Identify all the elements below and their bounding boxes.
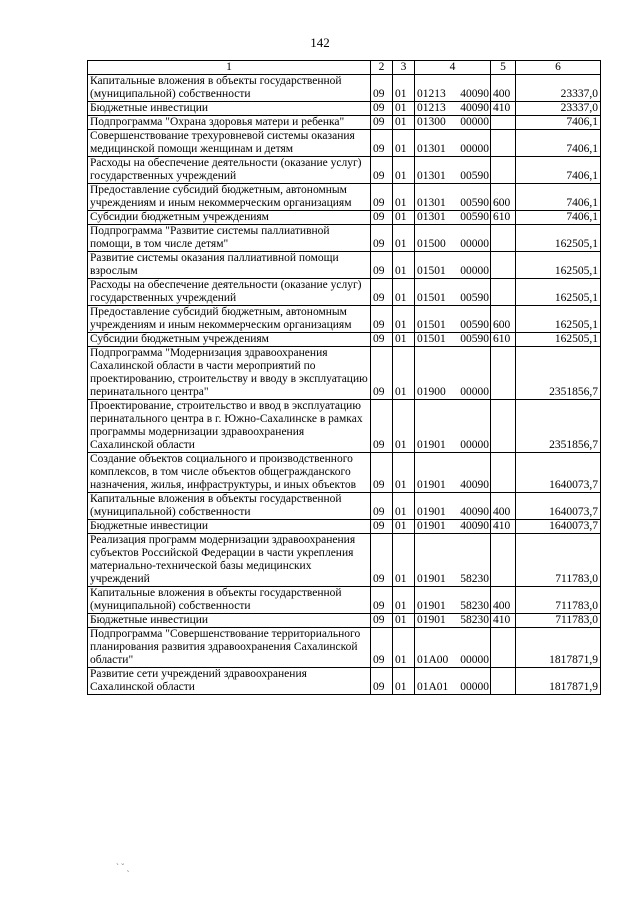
row-code-program: 01301 bbox=[417, 211, 446, 223]
row-amount: 1640073,7 bbox=[516, 453, 601, 493]
row-name: Капитальные вложения в объекты государственной (муниципальной) собственности bbox=[88, 75, 371, 102]
row-name: Предоставление субсидий бюджетным, автономным учреждениям и иным некоммерческим организациям bbox=[88, 306, 371, 333]
table-row bbox=[88, 520, 601, 534]
row-name: Бюджетные инвестиции bbox=[88, 520, 371, 534]
row-target-code bbox=[415, 102, 491, 116]
row-code-program: 01901 bbox=[417, 573, 446, 585]
row-code-program: 01501 bbox=[417, 265, 446, 277]
row-code-direction: 40090 bbox=[460, 88, 489, 100]
row-target-code bbox=[415, 628, 491, 668]
row-amount: 162505,1 bbox=[516, 306, 601, 333]
row-expense-type: 400 bbox=[491, 587, 516, 614]
row-subsection: 01 bbox=[393, 306, 415, 333]
row-code-program: 01500 bbox=[417, 238, 446, 250]
row-subsection: 01 bbox=[393, 587, 415, 614]
row-subsection: 01 bbox=[393, 279, 415, 306]
row-code-program: 01901 bbox=[417, 520, 446, 532]
row-amount: 162505,1 bbox=[516, 333, 601, 347]
table-row bbox=[88, 75, 601, 102]
row-expense-type bbox=[491, 668, 516, 695]
row-amount: 7406,1 bbox=[516, 211, 601, 225]
row-expense-type bbox=[491, 116, 516, 130]
row-target-code bbox=[415, 614, 491, 628]
row-subsection: 01 bbox=[393, 211, 415, 225]
row-amount: 2351856,7 bbox=[516, 400, 601, 453]
column-header: 2 bbox=[371, 61, 393, 75]
row-subsection: 01 bbox=[393, 252, 415, 279]
row-section: 09 bbox=[371, 157, 393, 184]
row-subsection: 01 bbox=[393, 453, 415, 493]
row-name: Совершенствование трехуровневой системы оказания медицинской помощи женщинам и детям bbox=[88, 130, 371, 157]
row-code-direction: 00000 bbox=[460, 143, 489, 155]
row-code-program: 01300 bbox=[417, 116, 446, 128]
row-target-code bbox=[415, 400, 491, 453]
row-amount: 23337,0 bbox=[516, 102, 601, 116]
row-expense-type bbox=[491, 534, 516, 587]
row-amount: 7406,1 bbox=[516, 157, 601, 184]
table-row bbox=[88, 116, 601, 130]
row-subsection: 01 bbox=[393, 347, 415, 400]
row-target-code bbox=[415, 587, 491, 614]
margin-mark: ` ˘ ˏ bbox=[116, 862, 130, 872]
row-target-code bbox=[415, 306, 491, 333]
column-header: 3 bbox=[393, 61, 415, 75]
row-amount: 1817871,9 bbox=[516, 628, 601, 668]
row-amount: 1640073,7 bbox=[516, 520, 601, 534]
column-header: 4 bbox=[415, 61, 491, 75]
row-code-direction: 40090 bbox=[460, 506, 489, 518]
row-amount: 711783,0 bbox=[516, 614, 601, 628]
row-code-program: 01301 bbox=[417, 170, 446, 182]
table-row bbox=[88, 628, 601, 668]
table-row bbox=[88, 279, 601, 306]
row-code-direction: 00000 bbox=[460, 439, 489, 451]
row-code-direction: 00590 bbox=[460, 197, 489, 209]
row-target-code bbox=[415, 211, 491, 225]
row-section: 09 bbox=[371, 102, 393, 116]
row-code-direction: 00000 bbox=[460, 681, 489, 693]
row-name: Подпрограмма "Охрана здоровья матери и ребенка" bbox=[88, 116, 371, 130]
row-expense-type bbox=[491, 252, 516, 279]
row-expense-type bbox=[491, 225, 516, 252]
row-subsection: 01 bbox=[393, 493, 415, 520]
row-expense-type: 600 bbox=[491, 184, 516, 211]
row-amount: 7406,1 bbox=[516, 130, 601, 157]
row-subsection: 01 bbox=[393, 534, 415, 587]
row-code-direction: 00590 bbox=[460, 319, 489, 331]
row-amount: 7406,1 bbox=[516, 184, 601, 211]
table-row bbox=[88, 306, 601, 333]
row-amount: 7406,1 bbox=[516, 116, 601, 130]
row-subsection: 01 bbox=[393, 130, 415, 157]
table-row bbox=[88, 534, 601, 587]
row-expense-type bbox=[491, 628, 516, 668]
row-name: Развитие сети учреждений здравоохранения Сахалинской области bbox=[88, 668, 371, 695]
row-code-program: 01900 bbox=[417, 386, 446, 398]
table-row bbox=[88, 400, 601, 453]
row-expense-type: 600 bbox=[491, 306, 516, 333]
row-subsection: 01 bbox=[393, 520, 415, 534]
row-section: 09 bbox=[371, 493, 393, 520]
row-code-direction: 58230 bbox=[460, 614, 489, 626]
row-amount: 711783,0 bbox=[516, 534, 601, 587]
row-code-direction: 00000 bbox=[460, 265, 489, 277]
row-code-program: 01А01 bbox=[417, 681, 449, 693]
row-subsection: 01 bbox=[393, 333, 415, 347]
row-expense-type: 410 bbox=[491, 520, 516, 534]
row-amount: 1817871,9 bbox=[516, 668, 601, 695]
row-name: Развитие системы оказания паллиативной помощи взрослым bbox=[88, 252, 371, 279]
row-section: 09 bbox=[371, 116, 393, 130]
row-expense-type: 410 bbox=[491, 614, 516, 628]
row-target-code bbox=[415, 279, 491, 306]
row-code-program: 01213 bbox=[417, 88, 446, 100]
row-subsection: 01 bbox=[393, 668, 415, 695]
row-target-code bbox=[415, 520, 491, 534]
row-section: 09 bbox=[371, 534, 393, 587]
row-section: 09 bbox=[371, 614, 393, 628]
row-name: Бюджетные инвестиции bbox=[88, 102, 371, 116]
row-section: 09 bbox=[371, 184, 393, 211]
row-expense-type bbox=[491, 130, 516, 157]
row-section: 09 bbox=[371, 75, 393, 102]
row-target-code bbox=[415, 75, 491, 102]
row-code-direction: 00000 bbox=[460, 238, 489, 250]
row-section: 09 bbox=[371, 252, 393, 279]
row-target-code bbox=[415, 130, 491, 157]
row-expense-type: 400 bbox=[491, 493, 516, 520]
row-target-code bbox=[415, 184, 491, 211]
row-name: Бюджетные инвестиции bbox=[88, 614, 371, 628]
row-amount: 2351856,7 bbox=[516, 347, 601, 400]
row-amount: 162505,1 bbox=[516, 279, 601, 306]
row-code-program: 01501 bbox=[417, 333, 446, 345]
column-header: 5 bbox=[491, 61, 516, 75]
row-code-direction: 00000 bbox=[460, 654, 489, 666]
row-section: 09 bbox=[371, 225, 393, 252]
row-expense-type: 410 bbox=[491, 102, 516, 116]
row-name: Реализация программ модернизации здравоохранения субъектов Российской Федерации в части укрепления материально-технической базы медицинских учреждений bbox=[88, 534, 371, 587]
row-subsection: 01 bbox=[393, 116, 415, 130]
table-header-row bbox=[88, 61, 601, 75]
table-row bbox=[88, 211, 601, 225]
row-section: 09 bbox=[371, 668, 393, 695]
row-code-direction: 58230 bbox=[460, 600, 489, 612]
row-expense-type bbox=[491, 347, 516, 400]
row-code-direction: 00000 bbox=[460, 386, 489, 398]
row-expense-type: 610 bbox=[491, 211, 516, 225]
row-code-program: 01501 bbox=[417, 292, 446, 304]
row-name: Расходы на обеспечение деятельности (оказание услуг) государственных учреждений bbox=[88, 279, 371, 306]
row-code-direction: 40090 bbox=[460, 479, 489, 491]
row-amount: 23337,0 bbox=[516, 75, 601, 102]
row-target-code bbox=[415, 116, 491, 130]
row-code-direction: 40090 bbox=[460, 520, 489, 532]
row-target-code bbox=[415, 534, 491, 587]
row-code-program: 01901 bbox=[417, 439, 446, 451]
table-row bbox=[88, 587, 601, 614]
row-code-direction: 00590 bbox=[460, 211, 489, 223]
row-name: Расходы на обеспечение деятельности (оказание услуг) государственных учреждений bbox=[88, 157, 371, 184]
row-target-code bbox=[415, 252, 491, 279]
table-row bbox=[88, 157, 601, 184]
budget-table bbox=[87, 60, 601, 695]
row-name: Субсидии бюджетным учреждениям bbox=[88, 333, 371, 347]
row-code-direction: 40090 bbox=[460, 102, 489, 114]
row-subsection: 01 bbox=[393, 628, 415, 668]
row-name: Подпрограмма "Совершенствование территориального планирования развития здравоохранения Сахалинской области" bbox=[88, 628, 371, 668]
row-code-program: 01301 bbox=[417, 143, 446, 155]
row-name: Капитальные вложения в объекты государственной (муниципальной) собственности bbox=[88, 493, 371, 520]
row-name: Субсидии бюджетным учреждениям bbox=[88, 211, 371, 225]
row-target-code bbox=[415, 347, 491, 400]
table-row bbox=[88, 225, 601, 252]
row-code-direction: 00590 bbox=[460, 292, 489, 304]
row-section: 09 bbox=[371, 400, 393, 453]
row-target-code bbox=[415, 157, 491, 184]
row-code-program: 01901 bbox=[417, 479, 446, 491]
row-code-program: 01А00 bbox=[417, 654, 449, 666]
column-header: 6 bbox=[516, 61, 601, 75]
row-subsection: 01 bbox=[393, 400, 415, 453]
row-target-code bbox=[415, 493, 491, 520]
row-target-code bbox=[415, 453, 491, 493]
row-code-program: 01301 bbox=[417, 197, 446, 209]
row-section: 09 bbox=[371, 628, 393, 668]
row-name: Проектирование, строительство и ввод в эксплуатацию перинатального центра в г. Южно-Сахалинске в рамках программы модернизации здравоохранения Сахалинской области bbox=[88, 400, 371, 453]
row-code-direction: 00000 bbox=[460, 116, 489, 128]
row-amount: 1640073,7 bbox=[516, 493, 601, 520]
row-section: 09 bbox=[371, 587, 393, 614]
row-expense-type: 400 bbox=[491, 75, 516, 102]
row-code-direction: 58230 bbox=[460, 573, 489, 585]
row-name: Подпрограмма "Развитие системы паллиативной помощи, в том числе детям" bbox=[88, 225, 371, 252]
table-row bbox=[88, 493, 601, 520]
row-section: 09 bbox=[371, 211, 393, 225]
row-expense-type: 610 bbox=[491, 333, 516, 347]
row-expense-type bbox=[491, 453, 516, 493]
table-row bbox=[88, 347, 601, 400]
row-amount: 162505,1 bbox=[516, 225, 601, 252]
table-row bbox=[88, 333, 601, 347]
row-section: 09 bbox=[371, 130, 393, 157]
row-name: Создание объектов социального и производственного комплексов, в том числе объектов общегражданского назначения, жилья, инфраструктуры, и иных объектов bbox=[88, 453, 371, 493]
row-code-program: 01901 bbox=[417, 600, 446, 612]
row-expense-type bbox=[491, 279, 516, 306]
table-row bbox=[88, 614, 601, 628]
row-target-code bbox=[415, 333, 491, 347]
row-subsection: 01 bbox=[393, 225, 415, 252]
row-name: Предоставление субсидий бюджетным, автономным учреждениям и иным некоммерческим организациям bbox=[88, 184, 371, 211]
row-expense-type bbox=[491, 400, 516, 453]
row-target-code bbox=[415, 668, 491, 695]
row-amount: 162505,1 bbox=[516, 252, 601, 279]
row-expense-type bbox=[491, 157, 516, 184]
row-code-program: 01901 bbox=[417, 506, 446, 518]
table-row bbox=[88, 453, 601, 493]
row-subsection: 01 bbox=[393, 102, 415, 116]
row-code-program: 01501 bbox=[417, 319, 446, 331]
column-header: 1 bbox=[88, 61, 371, 75]
row-section: 09 bbox=[371, 453, 393, 493]
row-target-code bbox=[415, 225, 491, 252]
row-code-program: 01901 bbox=[417, 614, 446, 626]
table-row bbox=[88, 130, 601, 157]
row-amount: 711783,0 bbox=[516, 587, 601, 614]
row-subsection: 01 bbox=[393, 75, 415, 102]
row-name: Подпрограмма "Модернизация здравоохранения Сахалинской области в части мероприятий по проектированию, строительству и вводу в эксплуатацию перинатального центра" bbox=[88, 347, 371, 400]
row-subsection: 01 bbox=[393, 614, 415, 628]
row-section: 09 bbox=[371, 333, 393, 347]
row-section: 09 bbox=[371, 520, 393, 534]
row-name: Капитальные вложения в объекты государственной (муниципальной) собственности bbox=[88, 587, 371, 614]
page-number: 142 bbox=[310, 35, 330, 50]
table-row bbox=[88, 252, 601, 279]
row-code-direction: 00590 bbox=[460, 333, 489, 345]
table-row bbox=[88, 102, 601, 116]
row-section: 09 bbox=[371, 279, 393, 306]
row-section: 09 bbox=[371, 347, 393, 400]
row-code-direction: 00590 bbox=[460, 170, 489, 182]
row-code-program: 01213 bbox=[417, 102, 446, 114]
table-row bbox=[88, 184, 601, 211]
table-row bbox=[88, 668, 601, 695]
row-subsection: 01 bbox=[393, 184, 415, 211]
row-section: 09 bbox=[371, 306, 393, 333]
table-body bbox=[88, 75, 601, 695]
row-subsection: 01 bbox=[393, 157, 415, 184]
